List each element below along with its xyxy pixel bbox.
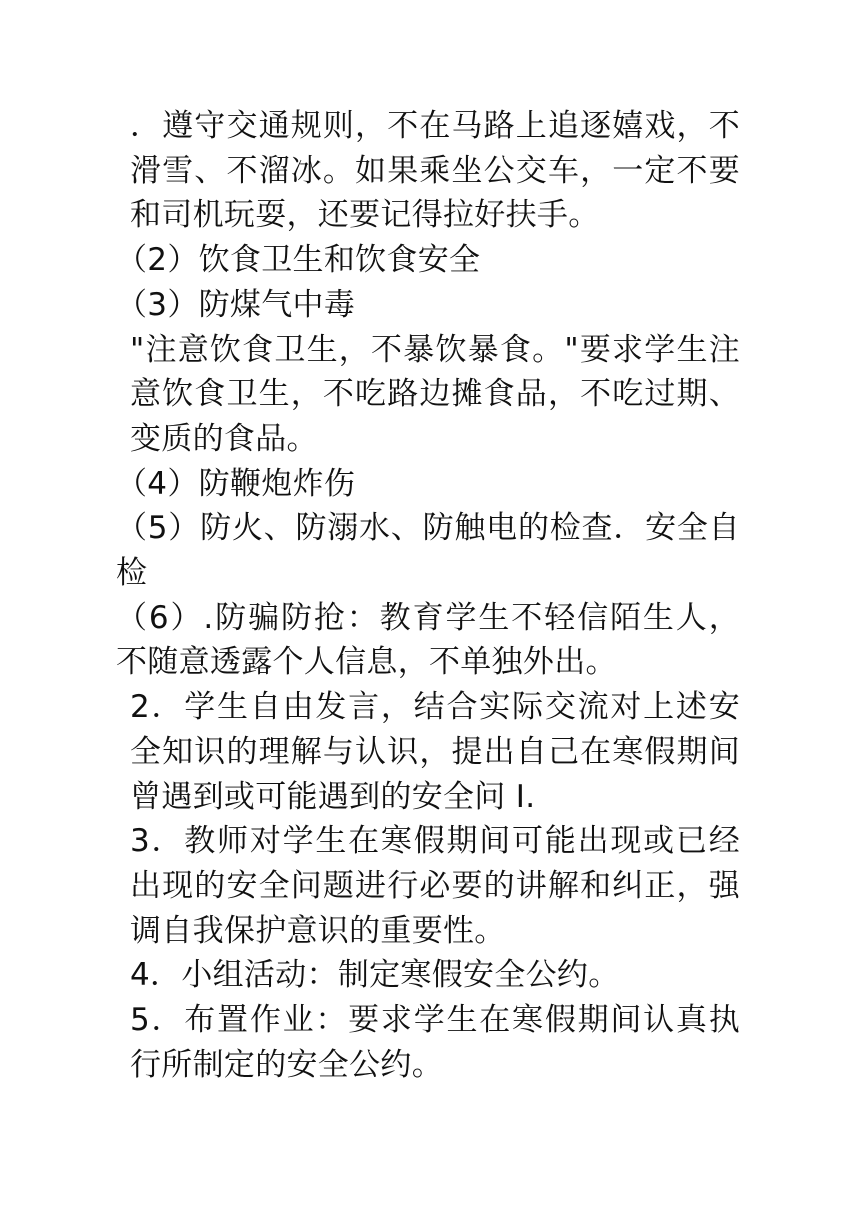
paragraph-firecracker: （4）防鞭炮炸伤: [116, 465, 356, 502]
paragraph-group-activity: 4．小组活动：制定寒假安全公约。: [130, 957, 620, 994]
paragraph-fraud-prevention: （6）.防骗防抢：教育学生不轻信陌生人，不随意透露个人信息，不单独外出。: [116, 599, 740, 681]
document-body: [116, 104, 740, 1087]
paragraph-food-safety: （2）饮食卫生和饮食安全: [116, 242, 481, 279]
paragraph-homework: 5．布置作业：要求学生在寒假期间认真执行所制定的安全公约。: [130, 1002, 740, 1083]
paragraph-fire-water-electric: （5）防火、防溺水、防触电的检查．安全自检: [116, 510, 740, 592]
paragraph-teacher-explanation: 3．教师对学生在寒假期间可能出现或已经出现的安全问题进行必要的讲解和纠正，强调自我保护意识的重要性。: [130, 823, 740, 949]
paragraph-diet-hygiene: "注意饮食卫生，不暴饮暴食。"要求学生注意饮食卫生，不吃路边摊食品，不吃过期、变质的食品。: [130, 331, 740, 457]
paragraph-gas-poisoning: （3）防煤气中毒: [116, 286, 356, 323]
paragraph-traffic-rules: ．遵守交通规则，不在马路上追逐嬉戏，不滑雪、不溜冰。如果乘坐公交车，一定不要和司机玩耍，还要记得拉好扶手。: [130, 108, 740, 234]
paragraph-student-discussion: 2．学生自由发言，结合实际交流对上述安全知识的理解与认识，提出自己在寒假期间曾遇到或可能遇到的安全问 I.: [130, 689, 740, 815]
